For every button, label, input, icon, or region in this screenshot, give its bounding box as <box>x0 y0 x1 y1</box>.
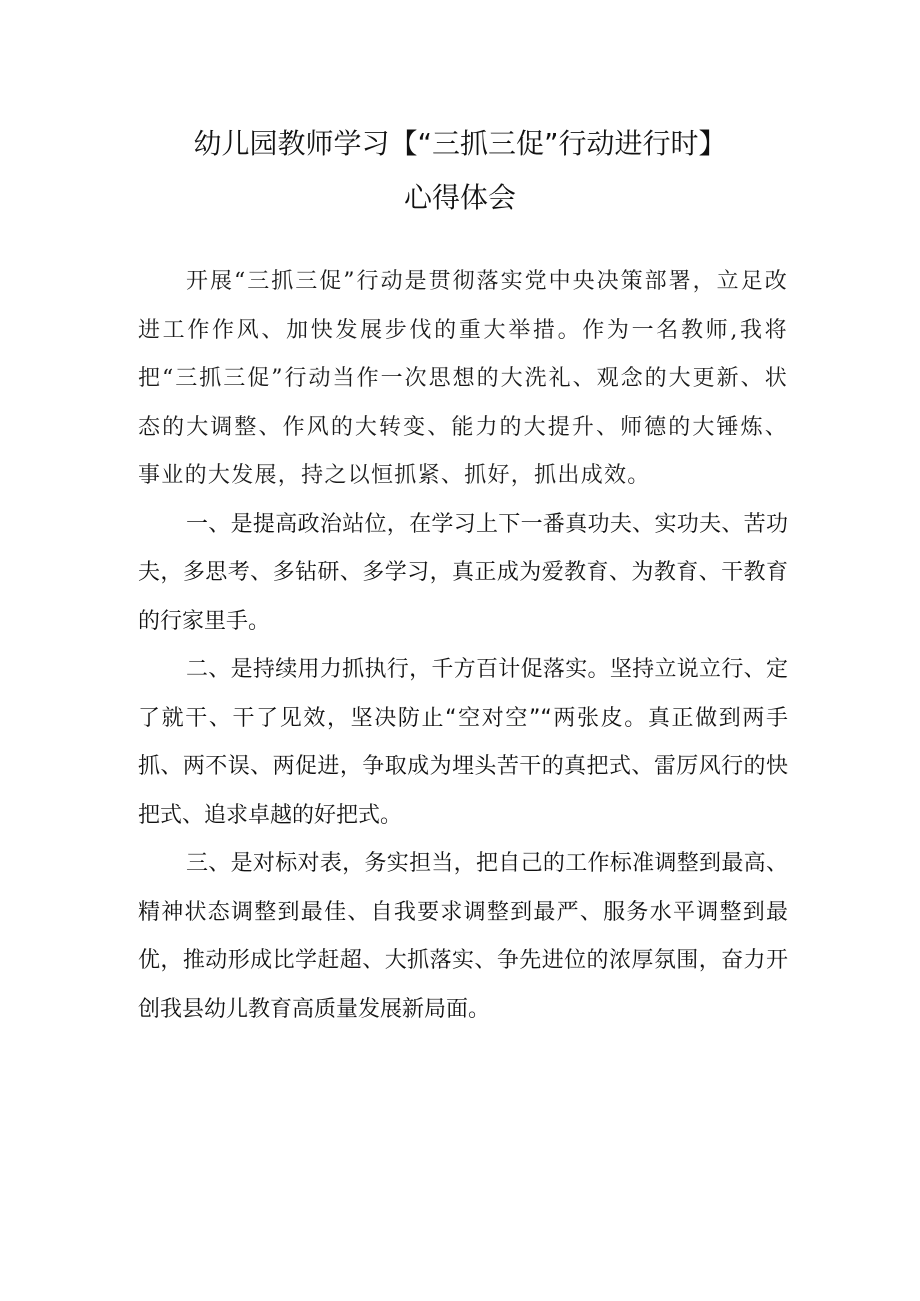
paragraph-lead: 二、是持续用力抓执行， <box>186 657 432 682</box>
paragraph-lead: 三、是对标对表， <box>186 851 365 876</box>
paragraph-lead: 一、是提高政治站位， <box>186 511 410 537</box>
paragraph-point-1 <box>138 501 788 647</box>
paragraph-point-2 <box>138 646 788 840</box>
paragraph-text: 开展“三抓三促”行动是贯彻落实党中央决策部署，立足改进工作作风、加快发展步伐的重大举措。作为一名教师,我将把“三抓三促”行动当作一次思想的大洗礼、观念的大更新、状态的大调整、作风的大转变、能力的大提升、师德的大锤炼、事业的大发展，持之以恒抓紧、抓好，抓出成效。 <box>138 269 788 488</box>
paragraph-intro <box>138 258 788 501</box>
paragraph-text: 千方百计促落实。坚持立说立行、定了就干、干了见效，坚决防止“空对空”“两张皮。真正做到两手抓、两不误、两促进，争取成为埋头苦干的真把式、雷厉风行的快把式、追求卓越的好把式。 <box>138 657 788 828</box>
document-subtitle: 心得体会 <box>403 181 516 214</box>
paragraph-point-3 <box>138 840 788 1034</box>
paragraph-text: 务实担当，把自己的工作标准调整到最高、精神状态调整到最佳、自我要求调整到最严、服务水平调整到最优，推动形成比学赶超、大抓落实、争先进位的浓厚氛围，奋力开创我县幼儿教育高质量发展新局面。 <box>138 851 788 1022</box>
document-title: 幼儿园教师学习【“三抓三促”行动进行时】 <box>193 127 727 160</box>
paragraph-text: 在学习上下一番真功夫、实功夫、苦功夫，多思考、多钻研、多学习，真正成为爱教育、为教育、干教育的行家里手。 <box>138 511 788 634</box>
document-body <box>138 258 788 1034</box>
